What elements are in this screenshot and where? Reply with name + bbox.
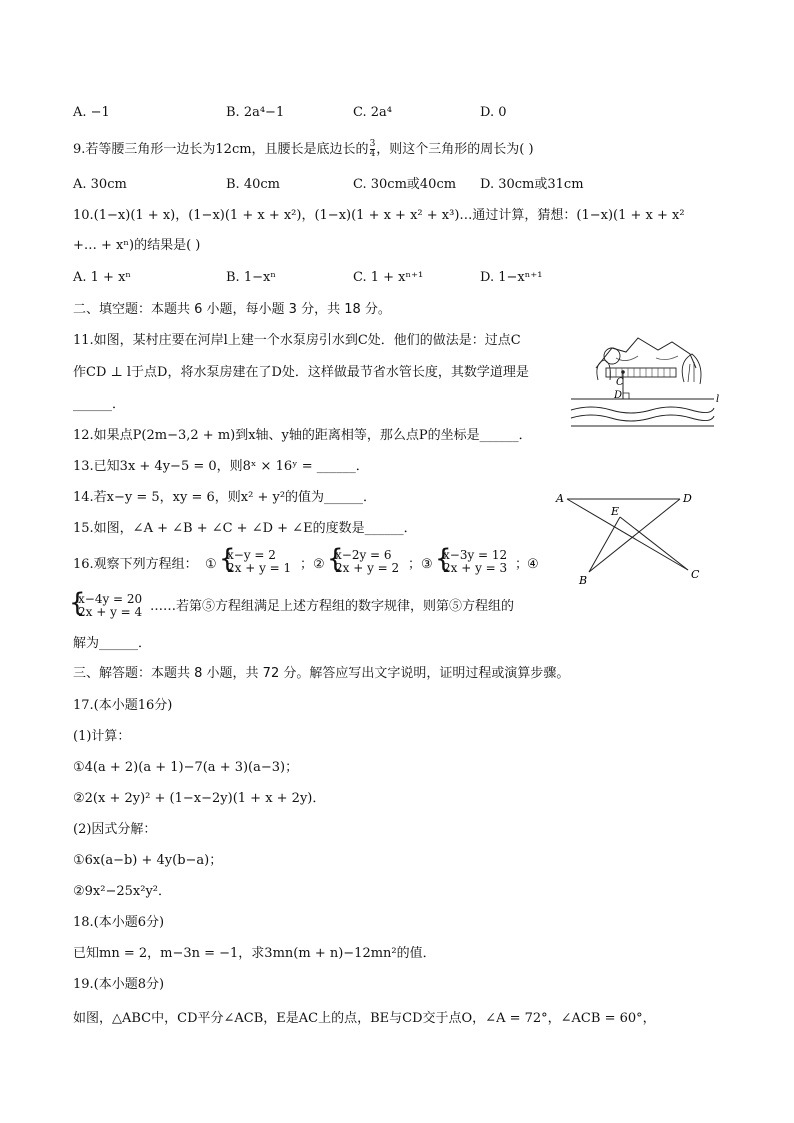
q16-sys2-eq1: x−2y = 6 bbox=[335, 548, 392, 562]
q17-part2a: ①6x(a−b) + 4y(b−a)； bbox=[73, 853, 223, 868]
q16-sep-2: ； bbox=[408, 557, 422, 572]
q8-option-a: A. −1 bbox=[73, 105, 110, 120]
q16-line3: 解为______． bbox=[73, 636, 152, 651]
q15-label-d: D bbox=[683, 492, 692, 505]
q11-line2: 作CD ⊥ l于点D，将水泵房建在了D处．这样做最节省水管长度，其数学道理是 bbox=[73, 365, 529, 380]
q16-sys1-eq2: 2x + y = 1 bbox=[227, 561, 292, 575]
q16-system-1 bbox=[227, 549, 291, 575]
q15-label-c: C bbox=[691, 568, 700, 581]
q16-marker-1: ① bbox=[205, 557, 217, 572]
q9-option-a: A. 30cm bbox=[73, 177, 127, 192]
q10-option-b: B. 1−xⁿ bbox=[226, 270, 276, 285]
q16-brace-2: { bbox=[327, 544, 344, 574]
q15-star-figure bbox=[550, 488, 710, 588]
section3-heading: 三、解答题：本题共 8 小题，共 72 分。解答应写出文字说明，证明过程或演算步骤。 bbox=[73, 666, 570, 681]
q16-brace-1: { bbox=[219, 544, 236, 574]
q17-part1: (1)计算： bbox=[73, 729, 131, 744]
q16-sys2-eq2: 2x + y = 2 bbox=[335, 561, 400, 575]
q11-line1: 11.如图，某村庄要在河岸l上建一个水泵房引水到C处．他们的做法是：过点C bbox=[73, 333, 521, 348]
q16-sys1-eq1: x−y = 2 bbox=[227, 548, 276, 562]
q16-marker-4: ④ bbox=[527, 557, 539, 572]
q17-part1a: ①4(a + 2)(a + 1)−7(a + 3)(a−3)； bbox=[73, 760, 299, 775]
q8-option-c: C. 2a⁴ bbox=[353, 105, 392, 120]
q11-label-d: D bbox=[614, 390, 623, 401]
q16-marker-3: ③ bbox=[421, 557, 433, 572]
q14-text: 14.若x−y = 5，xy = 6，则x² + y²的值为______． bbox=[73, 490, 377, 505]
q10-option-a: A. 1 + xⁿ bbox=[73, 270, 132, 285]
q17-title: 17.(本小题16分) bbox=[73, 698, 173, 713]
section2-heading: 二、填空题：本题共 6 小题，每小题 3 分，共 18 分。 bbox=[73, 302, 391, 317]
q16-system-2 bbox=[335, 549, 399, 575]
q16-marker-2: ② bbox=[313, 557, 325, 572]
q19-text: 如图，△ABC中，CD平分∠ACB，E是AC上的点，BE与CD交于点O，∠A = 72°，∠ACB = 60°， bbox=[73, 1011, 656, 1026]
q10-line1: 10.(1−x)(1 + x)，(1−x)(1 + x + x²)，(1−x)(1 + x + x² + x³)…通过计算，猜想：(1−x)(1 + x + x² bbox=[73, 208, 685, 223]
q19-title: 19.(本小题8分) bbox=[73, 977, 165, 992]
q15-label-b: B bbox=[579, 574, 588, 587]
q16-sys4-eq2: 2x + y = 4 bbox=[78, 605, 143, 619]
q11-river-figure bbox=[566, 328, 726, 430]
q9-text-a: 9.若等腰三角形一边长为12cm，且腰长是底边长的 bbox=[73, 142, 369, 157]
q16-sys3-eq2: 2x + y = 3 bbox=[443, 561, 508, 575]
q11-label-c: C bbox=[616, 377, 624, 388]
q9-frac-num: 3 bbox=[369, 139, 376, 149]
q11-line3: ______． bbox=[73, 397, 126, 412]
q8-option-d: D. 0 bbox=[480, 105, 507, 120]
q16-system-3 bbox=[443, 549, 507, 575]
q12-text: 12.如果点P(2m−3,2 + m)到x轴、y轴的距离相等，那么点P的坐标是______． bbox=[73, 428, 532, 443]
q10-option-c: C. 1 + xⁿ⁺¹ bbox=[353, 270, 424, 285]
q16-line2: ……若第⑤方程组满足上述方程组的数字规律，则第⑤方程组的 bbox=[150, 599, 515, 614]
q16-brace-4: { bbox=[69, 588, 86, 618]
q16-brace-3: { bbox=[435, 544, 452, 574]
q11-label-l: l bbox=[716, 394, 720, 405]
q17-part1b: ②2(x + 2y)² + (1−x−2y)(1 + x + 2y)． bbox=[73, 791, 326, 806]
q13-text: 13.已知3x + 4y−5 = 0，则8ˣ × 16ʸ = ______． bbox=[73, 459, 369, 474]
q16-system-4 bbox=[78, 593, 142, 619]
q10-line2: +… + xⁿ)的结果是( ) bbox=[73, 238, 201, 253]
q17-part2b: ②9x²−25x²y²． bbox=[73, 884, 172, 899]
q16-sys3-eq1: x−3y = 12 bbox=[443, 548, 508, 562]
q18-title: 18.(本小题6分) bbox=[73, 915, 165, 930]
q15-label-e: E bbox=[611, 505, 620, 518]
q18-text: 已知mn = 2，m−3n = −1，求3mn(m + n)−12mn²的值． bbox=[73, 946, 436, 961]
q16-sep-3: ； bbox=[515, 557, 529, 572]
q15-label-a: A bbox=[556, 492, 564, 505]
q8-option-b: B. 2a⁴−1 bbox=[226, 105, 285, 120]
q9-option-d: D. 30cm或31cm bbox=[480, 177, 584, 192]
q9-fraction bbox=[370, 140, 376, 159]
q9-option-b: B. 40cm bbox=[226, 177, 280, 192]
q16-sep-1: ； bbox=[300, 557, 314, 572]
q9-option-c: C. 30cm或40cm bbox=[353, 177, 457, 192]
q16-sys4-eq1: x−4y = 20 bbox=[78, 592, 143, 606]
q16-prefix: 16.观察下列方程组： bbox=[73, 557, 198, 572]
q17-part2: (2)因式分解： bbox=[73, 822, 157, 837]
q9-frac-den: 4 bbox=[369, 149, 376, 159]
q15-text: 15.如图，∠A + ∠B + ∠C + ∠D + ∠E的度数是______． bbox=[73, 521, 417, 536]
q9-text-b: ，则这个三角形的周长为( ) bbox=[376, 142, 534, 157]
q10-option-d: D. 1−xⁿ⁺¹ bbox=[480, 270, 543, 285]
q9-stem bbox=[73, 140, 534, 159]
